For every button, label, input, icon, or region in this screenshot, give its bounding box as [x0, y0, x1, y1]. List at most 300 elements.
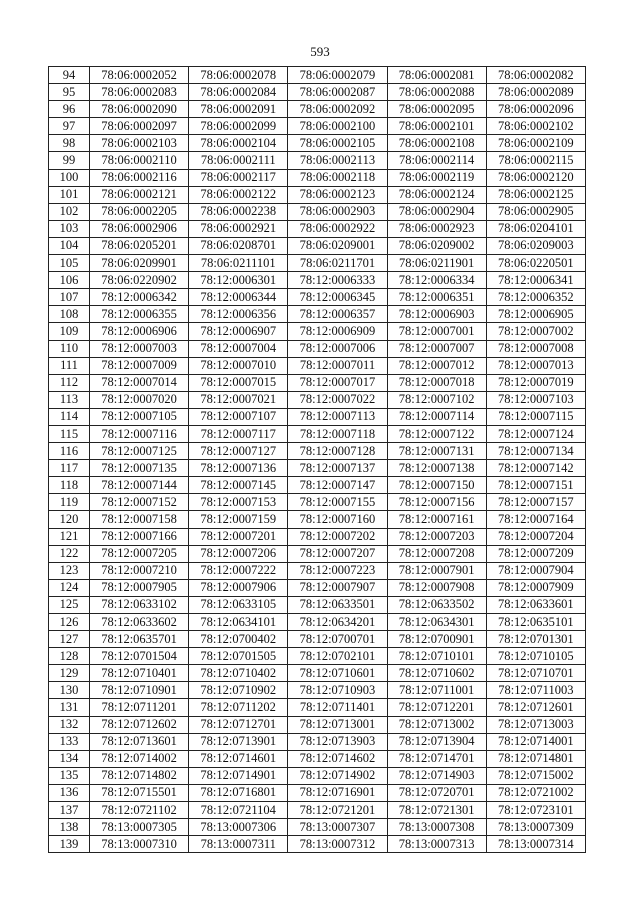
cadastral-number-cell: 78:12:0006345 [288, 289, 387, 306]
cadastral-number-cell: 78:12:0711401 [288, 699, 387, 716]
cadastral-number-cell: 78:12:0633601 [486, 596, 585, 613]
cadastral-number-cell: 78:12:0006301 [189, 272, 288, 289]
cadastral-number-cell: 78:12:0007114 [387, 408, 486, 425]
cadastral-number-cell: 78:12:0633105 [189, 596, 288, 613]
cadastral-number-cell: 78:12:0714602 [288, 750, 387, 767]
row-number-cell: 131 [49, 699, 90, 716]
cadastral-number-cell: 78:12:0007166 [90, 528, 189, 545]
cadastral-number-cell: 78:12:0007208 [387, 545, 486, 562]
cadastral-number-cell: 78:12:0007909 [486, 579, 585, 596]
row-number-cell: 128 [49, 648, 90, 665]
cadastral-number-cell: 78:12:0007207 [288, 545, 387, 562]
cadastral-number-cell: 78:12:0713904 [387, 733, 486, 750]
row-number-cell: 114 [49, 408, 90, 425]
cadastral-number-cell: 78:06:0209003 [486, 237, 585, 254]
cadastral-number-cell: 78:06:0002105 [288, 135, 387, 152]
cadastral-number-cell: 78:06:0205201 [90, 237, 189, 254]
table-row [49, 545, 586, 562]
cadastral-number-cell: 78:12:0006357 [288, 306, 387, 323]
cadastral-number-cell: 78:06:0002108 [387, 135, 486, 152]
cadastral-number-cell: 78:12:0007164 [486, 511, 585, 528]
cadastral-number-cell: 78:06:0211101 [189, 255, 288, 272]
cadastral-number-cell: 78:13:0007306 [189, 819, 288, 836]
cadastral-number-cell: 78:12:0006342 [90, 289, 189, 306]
row-number-cell: 96 [49, 101, 90, 118]
cadastral-number-cell: 78:12:0007117 [189, 425, 288, 442]
table-row [49, 357, 586, 374]
cadastral-number-cell: 78:06:0002120 [486, 169, 585, 186]
cadastral-number-cell: 78:12:0007209 [486, 545, 585, 562]
row-number-cell: 104 [49, 237, 90, 254]
cadastral-number-cell: 78:12:0007158 [90, 511, 189, 528]
table-row [49, 750, 586, 767]
table-row [49, 169, 586, 186]
cadastral-number-cell: 78:12:0007113 [288, 408, 387, 425]
cadastral-number-cell: 78:06:0002109 [486, 135, 585, 152]
cadastral-number-cell: 78:12:0007015 [189, 374, 288, 391]
table-row [49, 425, 586, 442]
cadastral-number-cell: 78:06:0002205 [90, 203, 189, 220]
cadastral-number-cell: 78:12:0007222 [189, 562, 288, 579]
row-number-cell: 121 [49, 528, 90, 545]
cadastral-number-cell: 78:06:0002904 [387, 203, 486, 220]
cadastral-number-cell: 78:12:0721301 [387, 802, 486, 819]
table-row [49, 631, 586, 648]
cadastral-number-cell: 78:06:0211701 [288, 255, 387, 272]
row-number-cell: 108 [49, 306, 90, 323]
table-row [49, 255, 586, 272]
table-row [49, 767, 586, 784]
cadastral-number-cell: 78:12:0007014 [90, 374, 189, 391]
row-number-cell: 139 [49, 836, 90, 853]
cadastral-number-cell: 78:12:0710602 [387, 665, 486, 682]
row-number-cell: 124 [49, 579, 90, 596]
cadastral-number-cell: 78:06:0002083 [90, 84, 189, 101]
cadastral-number-cell: 78:12:0710105 [486, 648, 585, 665]
table-row [49, 323, 586, 340]
cadastral-number-cell: 78:12:0007012 [387, 357, 486, 374]
table-row [49, 152, 586, 169]
cadastral-number-cell: 78:06:0209901 [90, 255, 189, 272]
cadastral-number-cell: 78:12:0710903 [288, 682, 387, 699]
cadastral-number-cell: 78:12:0712602 [90, 716, 189, 733]
cadastral-number-cell: 78:12:0723101 [486, 802, 585, 819]
cadastral-number-cell: 78:12:0007904 [486, 562, 585, 579]
cadastral-number-cell: 78:06:0002087 [288, 84, 387, 101]
cadastral-number-cell: 78:12:0007122 [387, 425, 486, 442]
cadastral-number-cell: 78:12:0634201 [288, 614, 387, 631]
cadastral-number-cell: 78:06:0002110 [90, 152, 189, 169]
cadastral-number-cell: 78:12:0007159 [189, 511, 288, 528]
row-number-cell: 119 [49, 494, 90, 511]
cadastral-number-cell: 78:12:0006909 [288, 323, 387, 340]
cadastral-number-cell: 78:06:0002088 [387, 84, 486, 101]
cadastral-number-cell: 78:06:0002111 [189, 152, 288, 169]
row-number-cell: 111 [49, 357, 90, 374]
cadastral-number-cell: 78:12:0007107 [189, 408, 288, 425]
cadastral-number-cell: 78:12:0633502 [387, 596, 486, 613]
cadastral-number-cell: 78:12:0007127 [189, 443, 288, 460]
table-row [49, 272, 586, 289]
row-number-cell: 94 [49, 67, 90, 84]
cadastral-number-cell: 78:12:0007134 [486, 443, 585, 460]
row-number-cell: 98 [49, 135, 90, 152]
cadastral-number-cell: 78:12:0710902 [189, 682, 288, 699]
table-row [49, 614, 586, 631]
row-number-cell: 126 [49, 614, 90, 631]
cadastral-number-cell: 78:12:0007105 [90, 408, 189, 425]
cadastral-number-cell: 78:12:0715501 [90, 784, 189, 801]
row-number-cell: 125 [49, 596, 90, 613]
row-number-cell: 115 [49, 425, 90, 442]
cadastral-number-cell: 78:06:0002903 [288, 203, 387, 220]
cadastral-number-cell: 78:13:0007309 [486, 819, 585, 836]
cadastral-number-cell: 78:12:0007020 [90, 391, 189, 408]
cadastral-number-cell: 78:13:0007305 [90, 819, 189, 836]
cadastral-number-cell: 78:12:0007001 [387, 323, 486, 340]
cadastral-number-cell: 78:06:0002922 [288, 220, 387, 237]
cadastral-number-cell: 78:12:0714802 [90, 767, 189, 784]
cadastral-number-cell: 78:12:0007002 [486, 323, 585, 340]
cadastral-number-cell: 78:12:0006905 [486, 306, 585, 323]
cadastral-number-cell: 78:12:0007019 [486, 374, 585, 391]
cadastral-number-cell: 78:12:0701505 [189, 648, 288, 665]
cadastral-number-cell: 78:12:0006907 [189, 323, 288, 340]
table-row [49, 101, 586, 118]
cadastral-number-cell: 78:06:0211901 [387, 255, 486, 272]
cadastral-number-cell: 78:06:0002115 [486, 152, 585, 169]
cadastral-number-cell: 78:12:0701301 [486, 631, 585, 648]
cadastral-number-cell: 78:12:0007206 [189, 545, 288, 562]
cadastral-number-cell: 78:12:0006333 [288, 272, 387, 289]
cadastral-number-cell: 78:12:0007116 [90, 425, 189, 442]
cadastral-number-cell: 78:12:0007102 [387, 391, 486, 408]
cadastral-number-cell: 78:12:0007907 [288, 579, 387, 596]
table-row [49, 477, 586, 494]
cadastral-number-cell: 78:12:0006356 [189, 306, 288, 323]
cadastral-number-cell: 78:12:0720701 [387, 784, 486, 801]
table-row [49, 596, 586, 613]
table-row [49, 391, 586, 408]
cadastral-number-cell: 78:06:0002923 [387, 220, 486, 237]
cadastral-number-cell: 78:06:0209001 [288, 237, 387, 254]
cadastral-number-cell: 78:12:0007007 [387, 340, 486, 357]
cadastral-number-cell: 78:12:0007145 [189, 477, 288, 494]
table-row [49, 135, 586, 152]
row-number-cell: 112 [49, 374, 90, 391]
table-row [49, 237, 586, 254]
cadastral-number-cell: 78:06:0002122 [189, 186, 288, 203]
cadastral-number-cell: 78:06:0002238 [189, 203, 288, 220]
row-number-cell: 102 [49, 203, 90, 220]
cadastral-number-cell: 78:06:0220501 [486, 255, 585, 272]
cadastral-number-cell: 78:06:0002101 [387, 118, 486, 135]
row-number-cell: 123 [49, 562, 90, 579]
cadastral-number-cell: 78:12:0007901 [387, 562, 486, 579]
cadastral-number-cell: 78:06:0002052 [90, 67, 189, 84]
row-number-cell: 97 [49, 118, 90, 135]
cadastral-number-cell: 78:06:0002078 [189, 67, 288, 84]
table-row [49, 784, 586, 801]
cadastral-number-cell: 78:06:0002121 [90, 186, 189, 203]
cadastral-number-cell: 78:12:0633602 [90, 614, 189, 631]
cadastral-number-cell: 78:12:0007137 [288, 460, 387, 477]
cadastral-number-cell: 78:12:0007905 [90, 579, 189, 596]
table-row [49, 716, 586, 733]
row-number-cell: 100 [49, 169, 90, 186]
cadastral-number-cell: 78:12:0716801 [189, 784, 288, 801]
cadastral-number-cell: 78:12:0007022 [288, 391, 387, 408]
cadastral-number-cell: 78:12:0007003 [90, 340, 189, 357]
cadastral-number-cell: 78:12:0633501 [288, 596, 387, 613]
cadastral-number-cell: 78:12:0714002 [90, 750, 189, 767]
cadastral-number-cell: 78:12:0007151 [486, 477, 585, 494]
cadastral-number-cell: 78:06:0002104 [189, 135, 288, 152]
cadastral-number-cell: 78:12:0713003 [486, 716, 585, 733]
row-number-cell: 129 [49, 665, 90, 682]
page-number: 593 [310, 44, 330, 59]
cadastral-number-cell: 78:12:0007157 [486, 494, 585, 511]
cadastral-number-cell: 78:12:0007153 [189, 494, 288, 511]
cadastral-number-cell: 78:06:0002096 [486, 101, 585, 118]
cadastral-number-cell: 78:12:0007138 [387, 460, 486, 477]
cadastral-number-cell: 78:12:0710701 [486, 665, 585, 682]
row-number-cell: 105 [49, 255, 90, 272]
row-number-cell: 106 [49, 272, 90, 289]
cadastral-number-cell: 78:12:0634101 [189, 614, 288, 631]
table-row [49, 648, 586, 665]
cadastral-number-cell: 78:12:0714001 [486, 733, 585, 750]
table-row [49, 374, 586, 391]
cadastral-number-cell: 78:12:0007008 [486, 340, 585, 357]
cadastral-number-cell: 78:06:0002095 [387, 101, 486, 118]
table-row [49, 460, 586, 477]
cadastral-number-cell: 78:06:0208701 [189, 237, 288, 254]
cadastral-number-cell: 78:12:0711202 [189, 699, 288, 716]
cadastral-number-cell: 78:12:0007155 [288, 494, 387, 511]
table-row [49, 118, 586, 135]
row-number-cell: 120 [49, 511, 90, 528]
cadastral-number-cell: 78:06:0002118 [288, 169, 387, 186]
cadastral-number-cell: 78:06:0002905 [486, 203, 585, 220]
cadastral-number-cell: 78:06:0220902 [90, 272, 189, 289]
cadastral-number-cell: 78:12:0710101 [387, 648, 486, 665]
cadastral-numbers-table [48, 66, 586, 853]
cadastral-number-cell: 78:12:0702101 [288, 648, 387, 665]
table-row [49, 579, 586, 596]
row-number-cell: 95 [49, 84, 90, 101]
cadastral-number-cell: 78:12:0713601 [90, 733, 189, 750]
cadastral-number-cell: 78:12:0007011 [288, 357, 387, 374]
cadastral-number-cell: 78:06:0002081 [387, 67, 486, 84]
cadastral-number-cell: 78:12:0710402 [189, 665, 288, 682]
cadastral-number-cell: 78:12:0714801 [486, 750, 585, 767]
cadastral-number-cell: 78:12:0700701 [288, 631, 387, 648]
table-row [49, 665, 586, 682]
row-number-cell: 133 [49, 733, 90, 750]
cadastral-number-cell: 78:12:0635101 [486, 614, 585, 631]
row-number-cell: 132 [49, 716, 90, 733]
cadastral-number-cell: 78:06:0002079 [288, 67, 387, 84]
cadastral-number-cell: 78:12:0721201 [288, 802, 387, 819]
row-number-cell: 99 [49, 152, 90, 169]
cadastral-number-cell: 78:12:0714901 [189, 767, 288, 784]
row-number-cell: 137 [49, 802, 90, 819]
row-number-cell: 138 [49, 819, 90, 836]
cadastral-number-cell: 78:06:0002921 [189, 220, 288, 237]
cadastral-number-cell: 78:12:0007152 [90, 494, 189, 511]
cadastral-number-cell: 78:12:0711001 [387, 682, 486, 699]
cadastral-number-cell: 78:12:0710901 [90, 682, 189, 699]
table-row [49, 562, 586, 579]
table-row [49, 289, 586, 306]
cadastral-number-cell: 78:06:0002114 [387, 152, 486, 169]
cadastral-number-cell: 78:12:0007125 [90, 443, 189, 460]
cadastral-number-cell: 78:12:0721002 [486, 784, 585, 801]
row-number-cell: 136 [49, 784, 90, 801]
cadastral-number-cell: 78:13:0007313 [387, 836, 486, 853]
cadastral-number-cell: 78:12:0007136 [189, 460, 288, 477]
cadastral-number-cell: 78:12:0007203 [387, 528, 486, 545]
cadastral-number-cell: 78:12:0713903 [288, 733, 387, 750]
cadastral-number-cell: 78:06:0002089 [486, 84, 585, 101]
cadastral-number-cell: 78:12:0006906 [90, 323, 189, 340]
cadastral-number-cell: 78:12:0006344 [189, 289, 288, 306]
cadastral-number-cell: 78:12:0714601 [189, 750, 288, 767]
cadastral-number-cell: 78:12:0007124 [486, 425, 585, 442]
cadastral-number-cell: 78:12:0635701 [90, 631, 189, 648]
cadastral-number-cell: 78:06:0002097 [90, 118, 189, 135]
cadastral-number-cell: 78:12:0712201 [387, 699, 486, 716]
cadastral-number-cell: 78:12:0006341 [486, 272, 585, 289]
cadastral-number-cell: 78:12:0716901 [288, 784, 387, 801]
cadastral-number-cell: 78:12:0007017 [288, 374, 387, 391]
cadastral-number-cell: 78:12:0007009 [90, 357, 189, 374]
cadastral-number-cell: 78:12:0007004 [189, 340, 288, 357]
cadastral-number-cell: 78:06:0204101 [486, 220, 585, 237]
cadastral-number-cell: 78:12:0713001 [288, 716, 387, 733]
table-row [49, 733, 586, 750]
cadastral-number-cell: 78:12:0007010 [189, 357, 288, 374]
cadastral-number-cell: 78:12:0711201 [90, 699, 189, 716]
cadastral-number-cell: 78:12:0007204 [486, 528, 585, 545]
cadastral-number-cell: 78:06:0002113 [288, 152, 387, 169]
row-number-cell: 110 [49, 340, 90, 357]
table-row [49, 220, 586, 237]
table-row [49, 836, 586, 853]
table-row [49, 408, 586, 425]
cadastral-number-cell: 78:06:0002125 [486, 186, 585, 203]
cadastral-number-cell: 78:12:0006334 [387, 272, 486, 289]
cadastral-number-cell: 78:12:0007013 [486, 357, 585, 374]
cadastral-number-cell: 78:12:0712701 [189, 716, 288, 733]
cadastral-number-cell: 78:12:0007202 [288, 528, 387, 545]
cadastral-number-cell: 78:12:0007128 [288, 443, 387, 460]
cadastral-number-cell: 78:13:0007307 [288, 819, 387, 836]
cadastral-number-cell: 78:12:0007205 [90, 545, 189, 562]
cadastral-number-cell: 78:12:0713901 [189, 733, 288, 750]
cadastral-number-cell: 78:12:0007160 [288, 511, 387, 528]
cadastral-number-cell: 78:06:0002092 [288, 101, 387, 118]
cadastral-number-cell: 78:12:0007906 [189, 579, 288, 596]
cadastral-number-cell: 78:12:0006355 [90, 306, 189, 323]
cadastral-number-cell: 78:13:0007308 [387, 819, 486, 836]
cadastral-number-cell: 78:12:0711003 [486, 682, 585, 699]
row-number-cell: 107 [49, 289, 90, 306]
cadastral-number-cell: 78:06:0002100 [288, 118, 387, 135]
cadastral-number-cell: 78:12:0006352 [486, 289, 585, 306]
cadastral-number-cell: 78:06:0002102 [486, 118, 585, 135]
cadastral-number-cell: 78:06:0002082 [486, 67, 585, 84]
cadastral-number-cell: 78:12:0710601 [288, 665, 387, 682]
table-row [49, 84, 586, 101]
row-number-cell: 135 [49, 767, 90, 784]
cadastral-number-cell: 78:12:0007210 [90, 562, 189, 579]
table-row [49, 511, 586, 528]
table-row [49, 819, 586, 836]
cadastral-number-cell: 78:13:0007311 [189, 836, 288, 853]
cadastral-number-cell: 78:12:0710401 [90, 665, 189, 682]
cadastral-number-cell: 78:12:0007103 [486, 391, 585, 408]
cadastral-number-cell: 78:12:0634301 [387, 614, 486, 631]
table-body [49, 67, 586, 853]
cadastral-number-cell: 78:06:0002116 [90, 169, 189, 186]
cadastral-number-cell: 78:12:0007147 [288, 477, 387, 494]
row-number-cell: 113 [49, 391, 90, 408]
row-number-cell: 103 [49, 220, 90, 237]
row-number-cell: 118 [49, 477, 90, 494]
table-row [49, 802, 586, 819]
cadastral-number-cell: 78:12:0721104 [189, 802, 288, 819]
cadastral-number-cell: 78:12:0721102 [90, 802, 189, 819]
cadastral-number-cell: 78:12:0007118 [288, 425, 387, 442]
cadastral-number-cell: 78:12:0007006 [288, 340, 387, 357]
cadastral-number-cell: 78:12:0633102 [90, 596, 189, 613]
row-number-cell: 127 [49, 631, 90, 648]
row-number-cell: 109 [49, 323, 90, 340]
cadastral-number-cell: 78:06:0209002 [387, 237, 486, 254]
cadastral-number-cell: 78:12:0007115 [486, 408, 585, 425]
table-row [49, 494, 586, 511]
cadastral-number-cell: 78:06:0002124 [387, 186, 486, 203]
row-number-cell: 134 [49, 750, 90, 767]
cadastral-number-cell: 78:12:0007021 [189, 391, 288, 408]
cadastral-number-cell: 78:13:0007314 [486, 836, 585, 853]
cadastral-number-cell: 78:12:0714902 [288, 767, 387, 784]
cadastral-number-cell: 78:12:0714701 [387, 750, 486, 767]
cadastral-number-cell: 78:12:0006351 [387, 289, 486, 306]
cadastral-number-cell: 78:12:0006903 [387, 306, 486, 323]
table-row [49, 67, 586, 84]
table-row [49, 340, 586, 357]
table-row [49, 699, 586, 716]
cadastral-number-cell: 78:12:0713002 [387, 716, 486, 733]
cadastral-number-cell: 78:12:0714903 [387, 767, 486, 784]
cadastral-number-cell: 78:13:0007310 [90, 836, 189, 853]
cadastral-number-cell: 78:12:0701504 [90, 648, 189, 665]
cadastral-number-cell: 78:06:0002103 [90, 135, 189, 152]
table-row [49, 682, 586, 699]
cadastral-number-cell: 78:06:0002906 [90, 220, 189, 237]
row-number-cell: 130 [49, 682, 90, 699]
cadastral-number-cell: 78:12:0007201 [189, 528, 288, 545]
cadastral-number-cell: 78:12:0007161 [387, 511, 486, 528]
table-row [49, 186, 586, 203]
row-number-cell: 101 [49, 186, 90, 203]
cadastral-number-cell: 78:06:0002099 [189, 118, 288, 135]
cadastral-number-cell: 78:06:0002090 [90, 101, 189, 118]
cadastral-number-cell: 78:06:0002119 [387, 169, 486, 186]
